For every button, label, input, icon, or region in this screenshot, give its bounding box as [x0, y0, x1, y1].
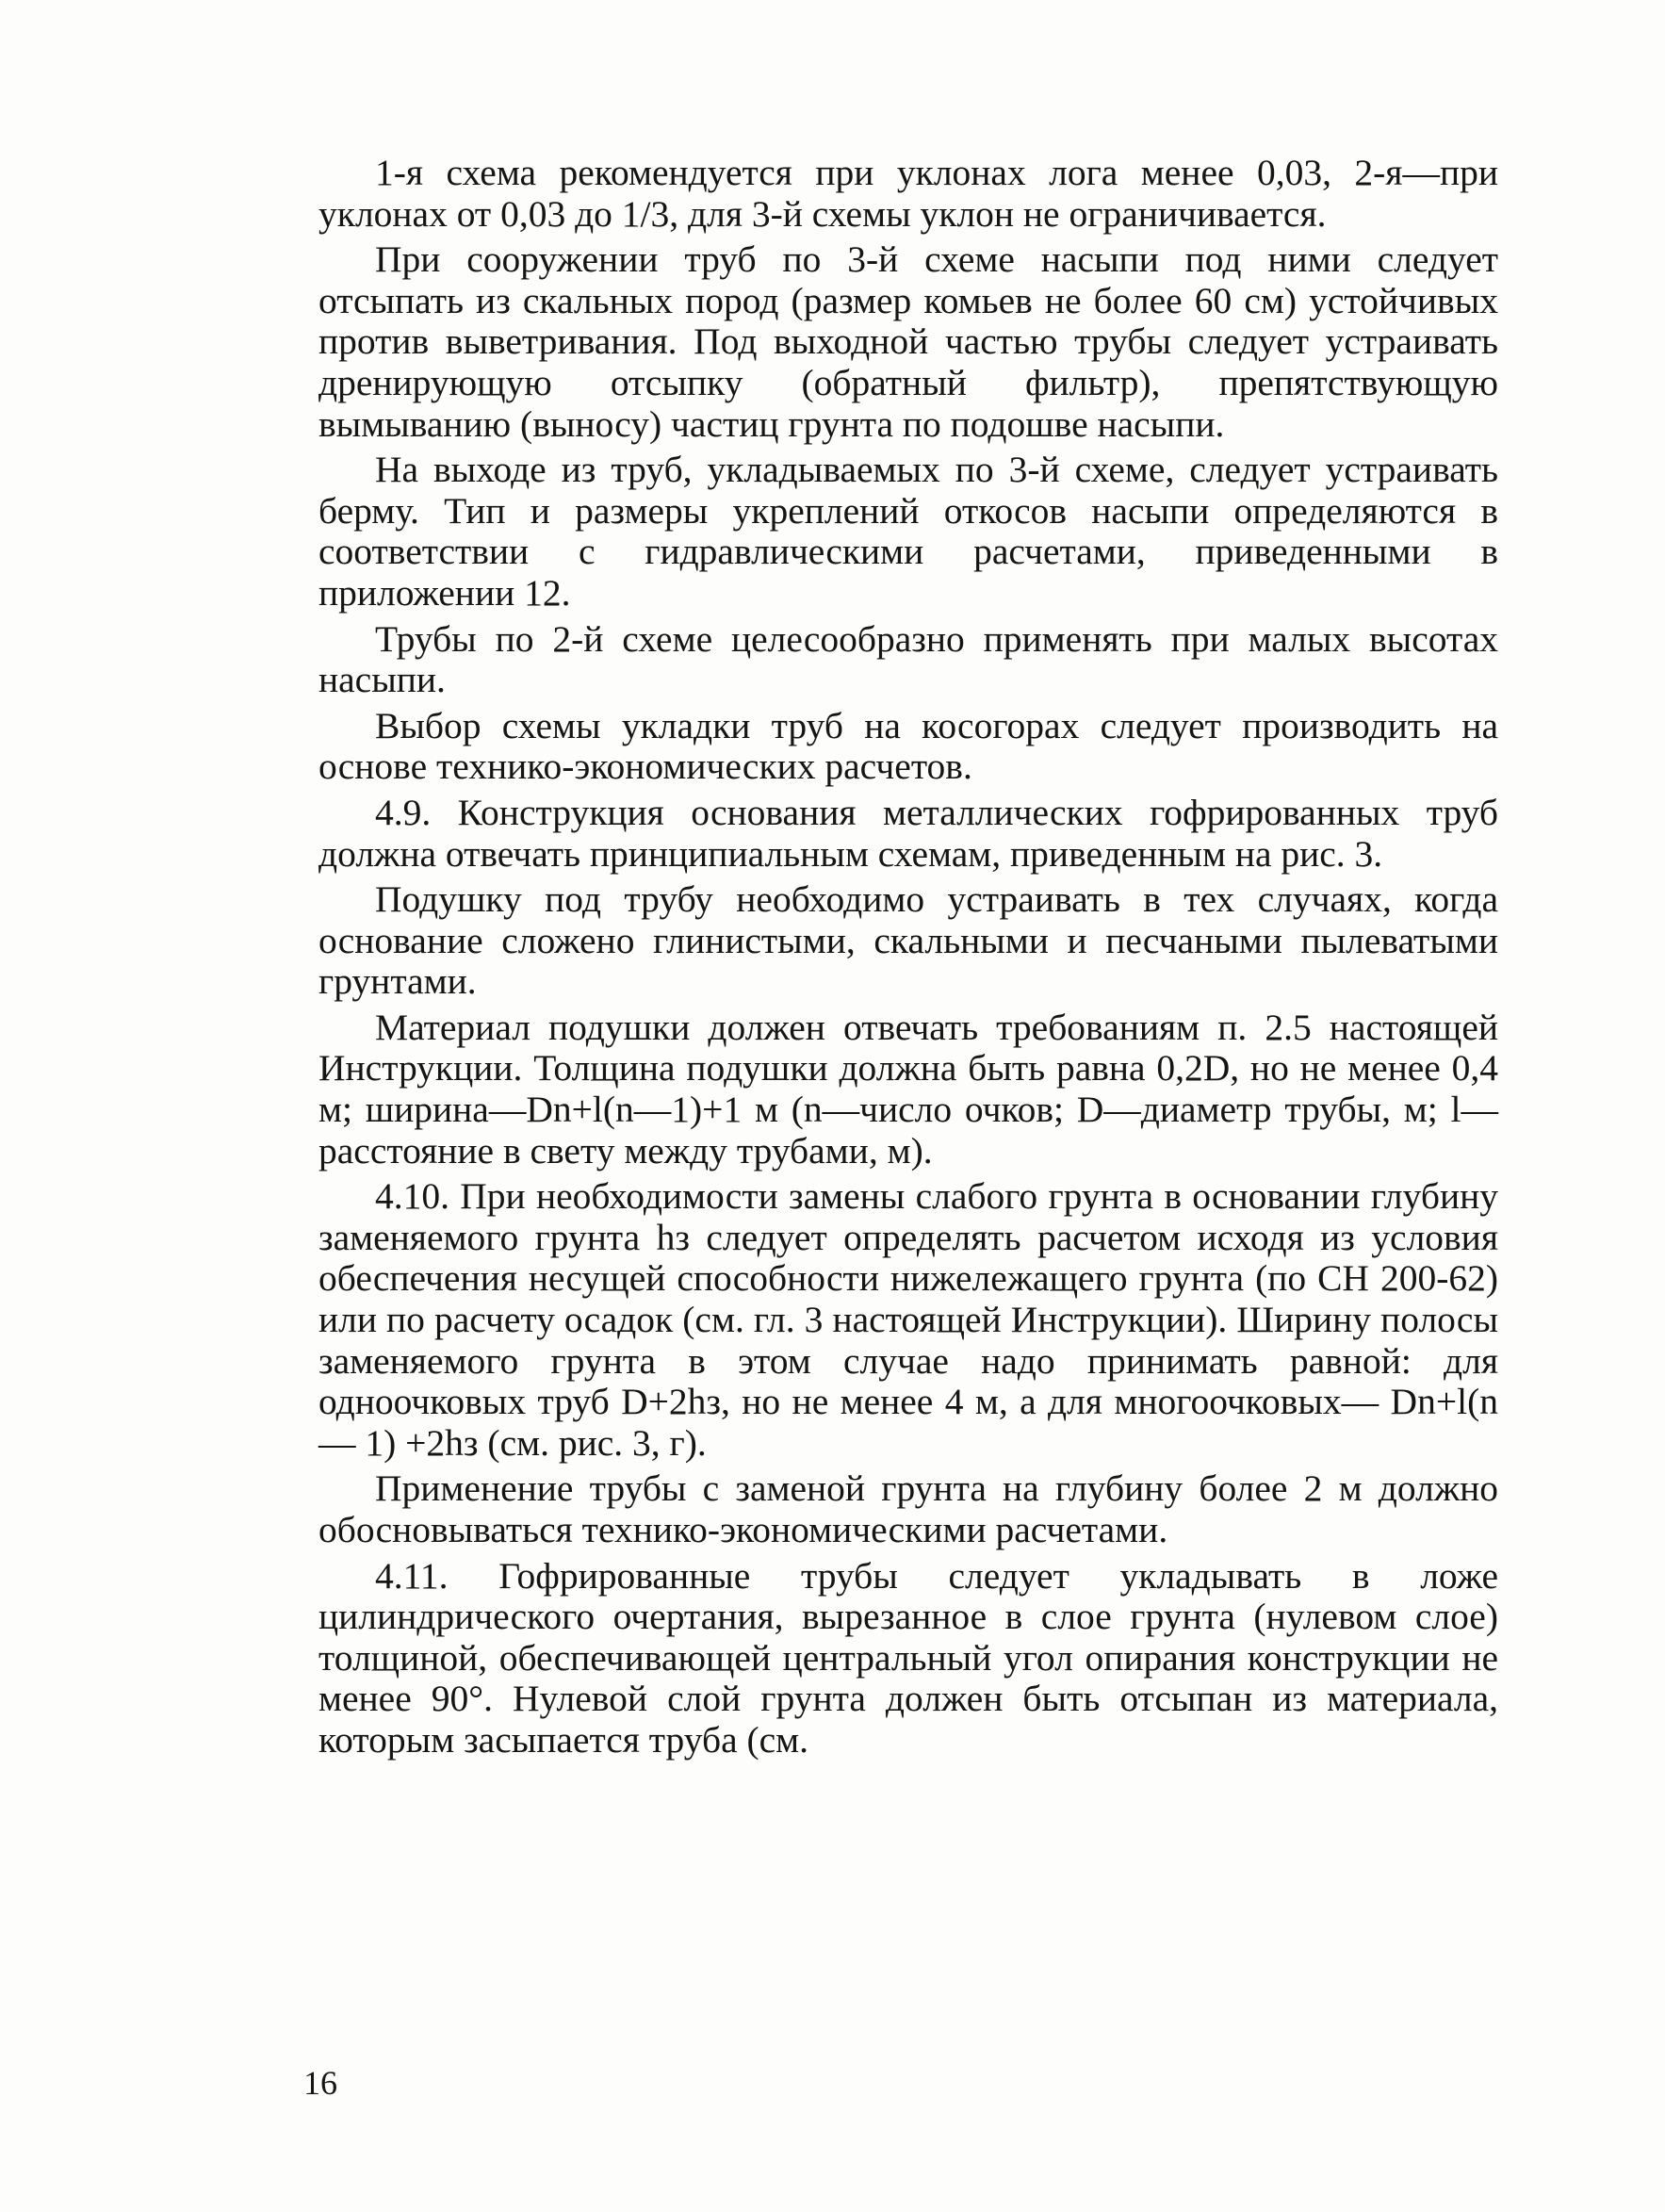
page-number: 16 — [303, 2064, 337, 2102]
paragraph-9: 4.10. При необходимости замены слабого грунта в основании глубину заменяемого грунта hз следует определять расчетом исходя из условия обеспечения несущей способности нижележащего грунта (по СН 200-62) или по расчету осадок (см. гл. 3 настоящей Инструкции). Ширину полосы заменяемого грунта в этом случае надо принимать равной: для одноочковых труб D+2hз, но не менее 4 м, а для многоочковых— Dn+l(n — 1) +2hз (см. рис. 3, г). — [318, 1175, 1498, 1464]
paragraph-6: 4.9. Конструкция основания металлических гофрированных труб должна отвечать принципиальным схемам, приведенным на рис. 3. — [318, 791, 1498, 875]
body-text — [318, 153, 1498, 1766]
paragraph-11: 4.11. Гофрированные трубы следует укладывать в ложе цилиндрического очертания, вырезанное в слое грунта (нулевом слое) толщиной, обеспечивающей центральный угол опирания конструкции не менее 90°. Нулевой слой грунта должен быть отсыпан из материала, которым засыпается труба (см. — [318, 1554, 1498, 1761]
paragraph-4: Трубы по 2-й схеме целесообразно применять при малых высотах насыпи. — [318, 617, 1498, 701]
paragraph-10: Применение трубы с заменой грунта на глубину более 2 м должно обосновываться технико-экономическими расчетами. — [318, 1467, 1498, 1550]
paragraph-8: Материал подушки должен отвечать требованиям п. 2.5 настоящей Инструкции. Толщина подушки должна быть равна 0,2D, но не менее 0,4 м; ширина—Dn+l(n—1)+1 м (n—число очков; D—диаметр трубы, м; l—расстояние в свету между трубами, м). — [318, 1006, 1498, 1172]
paragraph-3: На выходе из труб, укладываемых по 3-й схеме, следует устраивать берму. Тип и размеры укреплений откосов насыпи определяются в соответствии с гидравлическими расчетами, приведенными в приложении 12. — [318, 449, 1498, 614]
paragraph-1: 1-я схема рекомендуется при уклонах лога менее 0,03, 2-я—при уклонах от 0,03 до 1/3, для 3-й схемы уклон не ограничивается. — [318, 152, 1498, 235]
paragraph-5: Выбор схемы укладки труб на косогорах следует производить на основе технико-экономических расчетов. — [318, 704, 1498, 788]
paragraph-2: При сооружении труб по 3-й схеме насыпи под ними следует отсыпать из скальных пород (размер комьев не более 60 см) устойчивых против выветривания. Под выходной частью трубы следует устраивать дренирующую отсыпку (обратный фильтр), препятствующую вымыванию (выносу) частиц грунта по подошве насыпи. — [318, 238, 1498, 445]
paragraph-7: Подушку под трубу необходимо устраивать в тех случаях, когда основание сложено глинистыми, скальными и песчаными пылеватыми грунтами. — [318, 878, 1498, 1003]
